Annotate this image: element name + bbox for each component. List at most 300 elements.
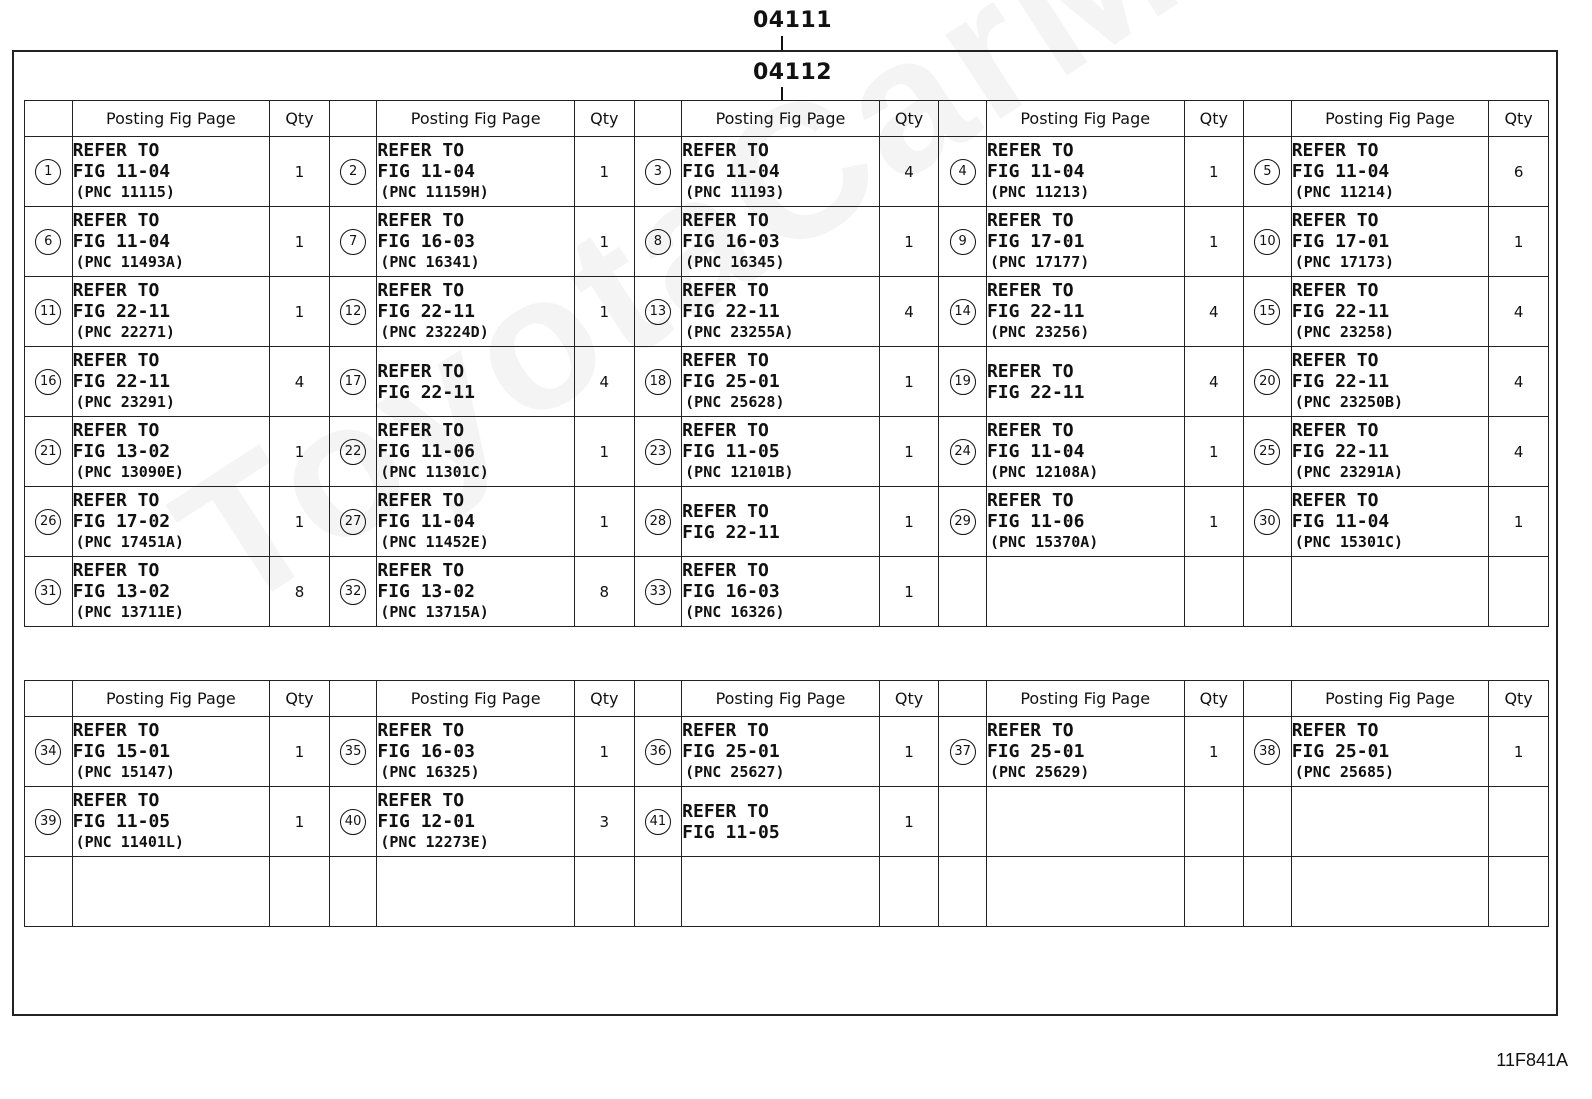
posting-cell <box>682 857 880 927</box>
header-posting-fig-page: Posting Fig Page <box>72 101 270 137</box>
fig-number-text: FIG 22-11 <box>1291 441 1390 462</box>
ref-number-cell <box>939 417 987 487</box>
pnc-text: (PNC 13715A) <box>380 603 489 621</box>
qty-cell: 1 <box>879 557 939 627</box>
posting-cell <box>682 207 880 277</box>
posting-cell <box>1291 137 1489 207</box>
fig-number-text: FIG 11-04 <box>1291 161 1390 182</box>
pnc-text: (PNC 11159H) <box>380 183 489 201</box>
fig-number-text: FIG 22-11 <box>377 381 475 403</box>
qty-cell: 1 <box>879 207 939 277</box>
posting-cell <box>72 857 270 927</box>
ref-number-cell <box>939 857 987 927</box>
fig-number-text: FIG 11-04 <box>377 161 475 182</box>
pnc-text: (PNC 11493A) <box>75 253 184 271</box>
ref-number-badge: 12 <box>340 299 366 325</box>
posting-cell <box>72 137 270 207</box>
qty-cell: 1 <box>270 487 330 557</box>
ref-number-cell <box>1244 207 1292 277</box>
header-qty: Qty <box>1184 101 1244 137</box>
ref-number-badge: 26 <box>35 509 61 535</box>
fig-number-text: FIG 25-01 <box>682 371 780 392</box>
pnc-text: (PNC 23291A) <box>1294 463 1404 481</box>
qty-cell: 1 <box>270 417 330 487</box>
fig-number-text: FIG 22-11 <box>1291 301 1390 322</box>
qty-cell: 1 <box>574 207 634 277</box>
qty-cell: 4 <box>270 347 330 417</box>
header-row <box>25 101 1549 137</box>
pnc-text: (PNC 17177) <box>989 253 1090 271</box>
pnc-text: (PNC 13090E) <box>75 463 184 481</box>
refer-to-text: REFER TO <box>377 790 465 811</box>
refer-to-text: REFER TO <box>72 210 160 231</box>
qty-cell <box>574 857 634 927</box>
ref-number-cell <box>329 137 377 207</box>
refer-to-text: REFER TO <box>986 210 1074 231</box>
table-row <box>25 137 1549 207</box>
posting-cell <box>682 347 880 417</box>
pnc-text: (PNC 23255A) <box>685 323 794 341</box>
fig-number-text: FIG 11-06 <box>377 441 475 462</box>
ref-number-cell <box>25 717 73 787</box>
header-qty: Qty <box>574 101 634 137</box>
refer-to-text: REFER TO <box>377 720 465 741</box>
refer-to-text: REFER TO <box>1291 490 1379 511</box>
posting-cell <box>72 487 270 557</box>
refer-to-text: REFER TO <box>72 790 160 811</box>
posting-cell <box>377 857 575 927</box>
ref-number-cell <box>329 277 377 347</box>
fig-number-text: FIG 16-03 <box>377 741 475 762</box>
fig-number-text: FIG 25-01 <box>986 741 1085 762</box>
refer-to-text: REFER TO <box>986 360 1074 382</box>
fig-number-text: FIG 22-11 <box>986 381 1085 403</box>
posting-cell <box>72 207 270 277</box>
ref-number-cell <box>939 207 987 277</box>
qty-cell: 1 <box>1184 417 1244 487</box>
fig-number-text: FIG 22-11 <box>377 301 475 322</box>
ref-number-badge: 24 <box>950 439 976 465</box>
fig-number-text: FIG 17-02 <box>72 511 171 532</box>
header-qty: Qty <box>270 681 330 717</box>
qty-cell: 1 <box>1184 207 1244 277</box>
pnc-text: (PNC 17451A) <box>75 533 184 551</box>
table-row <box>25 207 1549 277</box>
posting-cell <box>377 207 575 277</box>
posting-cell <box>377 347 575 417</box>
posting-cell <box>377 417 575 487</box>
posting-cell <box>986 787 1184 857</box>
pnc-text: (PNC 16326) <box>685 603 785 621</box>
qty-cell: 1 <box>879 717 939 787</box>
pnc-text: (PNC 16325) <box>380 763 480 781</box>
ref-number-cell <box>329 207 377 277</box>
qty-cell: 1 <box>574 487 634 557</box>
header-ref-no <box>329 101 377 137</box>
qty-cell: 1 <box>1489 717 1549 787</box>
table-row <box>25 857 1549 927</box>
ref-number-cell <box>25 787 73 857</box>
posting-cell <box>986 487 1184 557</box>
ref-number-badge: 33 <box>645 579 671 605</box>
qty-cell: 1 <box>879 417 939 487</box>
ref-number-badge: 18 <box>645 369 671 395</box>
callout-inner-leader <box>781 87 783 100</box>
qty-cell: 1 <box>1489 487 1549 557</box>
fig-number-text: FIG 11-04 <box>986 161 1085 182</box>
ref-number-cell <box>634 717 682 787</box>
header-qty: Qty <box>270 101 330 137</box>
ref-number-badge: 15 <box>1254 299 1280 325</box>
fig-number-text: FIG 11-05 <box>682 821 780 843</box>
pnc-text: (PNC 12108A) <box>989 463 1099 481</box>
refer-to-text: REFER TO <box>1291 720 1379 741</box>
refer-to-text: REFER TO <box>986 280 1074 301</box>
refer-to-text: REFER TO <box>1291 140 1379 161</box>
refer-to-text: REFER TO <box>377 280 465 301</box>
posting-cell <box>682 717 880 787</box>
posting-cell <box>682 557 880 627</box>
fig-number-text: FIG 15-01 <box>72 741 171 762</box>
ref-number-badge: 21 <box>35 439 61 465</box>
ref-number-cell <box>1244 857 1292 927</box>
qty-cell: 1 <box>879 487 939 557</box>
fig-number-text: FIG 22-11 <box>72 371 171 392</box>
refer-to-text: REFER TO <box>682 350 769 371</box>
header-ref-no <box>939 681 987 717</box>
pnc-text: (PNC 11301C) <box>380 463 489 481</box>
refer-to-text: REFER TO <box>682 720 769 741</box>
qty-cell <box>1184 557 1244 627</box>
posting-cell <box>986 137 1184 207</box>
pnc-text: (PNC 11115) <box>75 183 175 201</box>
ref-number-cell <box>329 787 377 857</box>
header-qty: Qty <box>1184 681 1244 717</box>
ref-number-cell <box>329 717 377 787</box>
ref-number-cell <box>329 487 377 557</box>
pnc-text: (PNC 15370A) <box>989 533 1099 551</box>
table-row <box>25 487 1549 557</box>
ref-number-badge: 14 <box>950 299 976 325</box>
header-ref-no <box>634 681 682 717</box>
posting-cell <box>986 717 1184 787</box>
ref-number-cell <box>25 487 73 557</box>
refer-to-text: REFER TO <box>682 140 769 161</box>
fig-number-text: FIG 22-11 <box>986 301 1085 322</box>
pnc-text: (PNC 25627) <box>685 763 785 781</box>
ref-number-cell <box>329 417 377 487</box>
ref-number-badge: 35 <box>340 739 366 765</box>
qty-cell: 4 <box>879 137 939 207</box>
qty-cell: 4 <box>1489 277 1549 347</box>
ref-number-cell <box>1244 557 1292 627</box>
posting-cell <box>1291 207 1489 277</box>
fig-number-text: FIG 16-03 <box>682 231 780 252</box>
qty-cell <box>1489 857 1549 927</box>
ref-number-badge: 22 <box>340 439 366 465</box>
refer-to-text: REFER TO <box>682 210 769 231</box>
header-qty: Qty <box>1489 681 1549 717</box>
qty-cell: 4 <box>574 347 634 417</box>
header-ref-no <box>634 101 682 137</box>
posting-cell <box>72 277 270 347</box>
qty-cell: 1 <box>1184 487 1244 557</box>
pnc-text: (PNC 25685) <box>1294 763 1395 781</box>
posting-cell <box>377 137 575 207</box>
qty-cell <box>1489 557 1549 627</box>
fig-number-text: FIG 11-05 <box>72 811 171 832</box>
pnc-text: (PNC 23250B) <box>1294 393 1404 411</box>
fig-number-text: FIG 11-04 <box>72 161 171 182</box>
ref-number-cell <box>939 787 987 857</box>
refer-to-text: REFER TO <box>986 720 1074 741</box>
pnc-text: (PNC 23258) <box>1294 323 1395 341</box>
qty-cell: 4 <box>879 277 939 347</box>
ref-number-badge: 25 <box>1254 439 1280 465</box>
figure-code: 11F841A <box>1496 1050 1568 1070</box>
table-row <box>25 717 1549 787</box>
callout-inner: 04112 <box>753 60 833 85</box>
qty-cell: 1 <box>574 137 634 207</box>
ref-number-cell <box>25 417 73 487</box>
callout-outer: 04111 <box>753 8 833 33</box>
qty-cell: 1 <box>1184 717 1244 787</box>
ref-number-cell <box>25 857 73 927</box>
pnc-text: (PNC 25629) <box>989 763 1090 781</box>
pnc-text: (PNC 15147) <box>75 763 175 781</box>
ref-number-badge: 9 <box>950 229 976 255</box>
fig-number-text: FIG 22-11 <box>682 301 780 322</box>
header-posting-fig-page: Posting Fig Page <box>1291 681 1489 717</box>
posting-cell <box>72 417 270 487</box>
qty-cell: 1 <box>270 277 330 347</box>
posting-cell <box>377 717 575 787</box>
pnc-text: (PNC 11401L) <box>75 833 184 851</box>
ref-number-badge: 28 <box>645 509 671 535</box>
refer-to-text: REFER TO <box>682 420 769 441</box>
qty-cell: 1 <box>270 717 330 787</box>
pnc-text: (PNC 23291) <box>75 393 175 411</box>
posting-cell <box>986 857 1184 927</box>
posting-cell <box>986 277 1184 347</box>
posting-cell <box>682 787 880 857</box>
posting-cell <box>1291 557 1489 627</box>
qty-cell: 8 <box>270 557 330 627</box>
ref-number-cell <box>634 487 682 557</box>
ref-number-cell <box>329 557 377 627</box>
fig-number-text: FIG 11-04 <box>72 231 171 252</box>
posting-cell <box>986 557 1184 627</box>
table-row <box>25 557 1549 627</box>
posting-cell <box>682 277 880 347</box>
refer-to-text: REFER TO <box>986 420 1074 441</box>
header-row <box>25 681 1549 717</box>
ref-number-badge: 1 <box>35 159 61 185</box>
qty-cell: 4 <box>1184 347 1244 417</box>
ref-number-badge: 23 <box>645 439 671 465</box>
ref-number-badge: 20 <box>1254 369 1280 395</box>
ref-number-badge: 8 <box>645 229 671 255</box>
fig-number-text: FIG 16-03 <box>377 231 475 252</box>
header-qty: Qty <box>574 681 634 717</box>
ref-number-badge: 2 <box>340 159 366 185</box>
ref-number-badge: 4 <box>950 159 976 185</box>
fig-number-text: FIG 11-04 <box>986 441 1085 462</box>
pnc-text: (PNC 22271) <box>75 323 175 341</box>
ref-number-badge: 13 <box>645 299 671 325</box>
header-posting-fig-page: Posting Fig Page <box>682 681 880 717</box>
posting-cell <box>72 347 270 417</box>
ref-number-cell <box>25 207 73 277</box>
refer-to-text: REFER TO <box>1291 280 1379 301</box>
header-qty: Qty <box>879 101 939 137</box>
ref-number-badge: 6 <box>35 229 61 255</box>
ref-number-cell <box>25 277 73 347</box>
posting-cell <box>377 277 575 347</box>
qty-cell <box>1184 857 1244 927</box>
pnc-text: (PNC 11213) <box>989 183 1090 201</box>
refer-to-text: REFER TO <box>72 720 160 741</box>
ref-number-cell <box>25 557 73 627</box>
posting-cell <box>1291 277 1489 347</box>
ref-number-badge: 30 <box>1254 509 1280 535</box>
ref-number-cell <box>1244 787 1292 857</box>
posting-cell <box>1291 487 1489 557</box>
ref-number-cell <box>634 857 682 927</box>
qty-cell <box>1184 787 1244 857</box>
ref-number-badge: 16 <box>35 369 61 395</box>
header-posting-fig-page: Posting Fig Page <box>986 101 1184 137</box>
fig-number-text: FIG 13-02 <box>72 441 171 462</box>
posting-cell <box>986 347 1184 417</box>
ref-number-badge: 38 <box>1254 739 1280 765</box>
ref-number-badge: 41 <box>645 809 671 835</box>
ref-number-badge: 34 <box>35 739 61 765</box>
header-ref-no <box>939 101 987 137</box>
fig-number-text: FIG 25-01 <box>1291 741 1390 762</box>
refer-to-text: REFER TO <box>72 140 160 161</box>
qty-cell: 4 <box>1489 417 1549 487</box>
posting-cell <box>682 137 880 207</box>
ref-number-cell <box>939 717 987 787</box>
fig-number-text: FIG 25-01 <box>682 741 780 762</box>
refer-to-text: REFER TO <box>986 140 1074 161</box>
pnc-text: (PNC 16345) <box>685 253 785 271</box>
qty-cell <box>270 857 330 927</box>
ref-number-cell <box>939 487 987 557</box>
qty-cell: 6 <box>1489 137 1549 207</box>
fig-number-text: FIG 17-01 <box>986 231 1085 252</box>
posting-cell <box>682 417 880 487</box>
pnc-text: (PNC 15301C) <box>1294 533 1404 551</box>
qty-cell: 3 <box>574 787 634 857</box>
ref-number-badge: 40 <box>340 809 366 835</box>
table-row <box>25 347 1549 417</box>
refer-to-text: REFER TO <box>682 500 769 522</box>
fig-number-text: FIG 13-02 <box>377 581 475 602</box>
header-posting-fig-page: Posting Fig Page <box>986 681 1184 717</box>
qty-cell: 8 <box>574 557 634 627</box>
qty-cell: 1 <box>879 787 939 857</box>
refer-to-text: REFER TO <box>986 490 1074 511</box>
header-ref-no <box>25 101 73 137</box>
qty-cell <box>1489 787 1549 857</box>
pnc-text: (PNC 17173) <box>1294 253 1395 271</box>
qty-cell: 1 <box>574 417 634 487</box>
ref-number-cell <box>1244 137 1292 207</box>
fig-number-text: FIG 22-11 <box>682 521 780 543</box>
refer-to-text: REFER TO <box>682 560 769 581</box>
ref-number-badge: 36 <box>645 739 671 765</box>
qty-cell: 1 <box>574 717 634 787</box>
ref-number-cell <box>634 417 682 487</box>
ref-number-cell <box>634 347 682 417</box>
ref-number-cell <box>939 277 987 347</box>
fig-number-text: FIG 11-04 <box>682 161 780 182</box>
qty-cell: 1 <box>1489 207 1549 277</box>
ref-number-badge: 37 <box>950 739 976 765</box>
parts-table-1 <box>24 100 1549 627</box>
qty-cell: 1 <box>270 137 330 207</box>
refer-to-text: REFER TO <box>72 420 160 441</box>
ref-number-cell <box>634 557 682 627</box>
posting-cell <box>377 487 575 557</box>
fig-number-text: FIG 11-06 <box>986 511 1085 532</box>
header-posting-fig-page: Posting Fig Page <box>72 681 270 717</box>
pnc-text: (PNC 13711E) <box>75 603 184 621</box>
ref-number-badge: 11 <box>35 299 61 325</box>
posting-cell <box>72 717 270 787</box>
pnc-text: (PNC 25628) <box>685 393 785 411</box>
header-posting-fig-page: Posting Fig Page <box>682 101 880 137</box>
ref-number-cell <box>329 347 377 417</box>
pnc-text: (PNC 11452E) <box>380 533 489 551</box>
ref-number-cell <box>1244 347 1292 417</box>
pnc-text: (PNC 12273E) <box>380 833 489 851</box>
header-ref-no <box>1244 101 1292 137</box>
fig-number-text: FIG 11-04 <box>377 511 475 532</box>
posting-cell <box>72 557 270 627</box>
posting-cell <box>1291 417 1489 487</box>
posting-cell <box>1291 717 1489 787</box>
pnc-text: (PNC 11214) <box>1294 183 1395 201</box>
fig-number-text: FIG 22-11 <box>72 301 171 322</box>
fig-number-text: FIG 22-11 <box>1291 371 1390 392</box>
fig-number-text: FIG 11-04 <box>1291 511 1390 532</box>
ref-number-cell <box>1244 487 1292 557</box>
qty-cell: 1 <box>1184 137 1244 207</box>
ref-number-cell <box>1244 277 1292 347</box>
fig-number-text: FIG 16-03 <box>682 581 780 602</box>
posting-cell <box>1291 857 1489 927</box>
refer-to-text: REFER TO <box>1291 350 1379 371</box>
ref-number-badge: 27 <box>340 509 366 535</box>
ref-number-cell <box>939 347 987 417</box>
parts-table-2 <box>24 680 1549 927</box>
qty-cell: 4 <box>1184 277 1244 347</box>
pnc-text: (PNC 23224D) <box>380 323 489 341</box>
refer-to-text: REFER TO <box>72 490 160 511</box>
ref-number-cell <box>25 137 73 207</box>
header-ref-no <box>1244 681 1292 717</box>
qty-cell: 1 <box>270 787 330 857</box>
pnc-text: (PNC 16341) <box>380 253 480 271</box>
fig-number-text: FIG 11-05 <box>682 441 780 462</box>
ref-number-cell <box>634 277 682 347</box>
ref-number-cell <box>939 557 987 627</box>
refer-to-text: REFER TO <box>377 210 465 231</box>
refer-to-text: REFER TO <box>1291 420 1379 441</box>
